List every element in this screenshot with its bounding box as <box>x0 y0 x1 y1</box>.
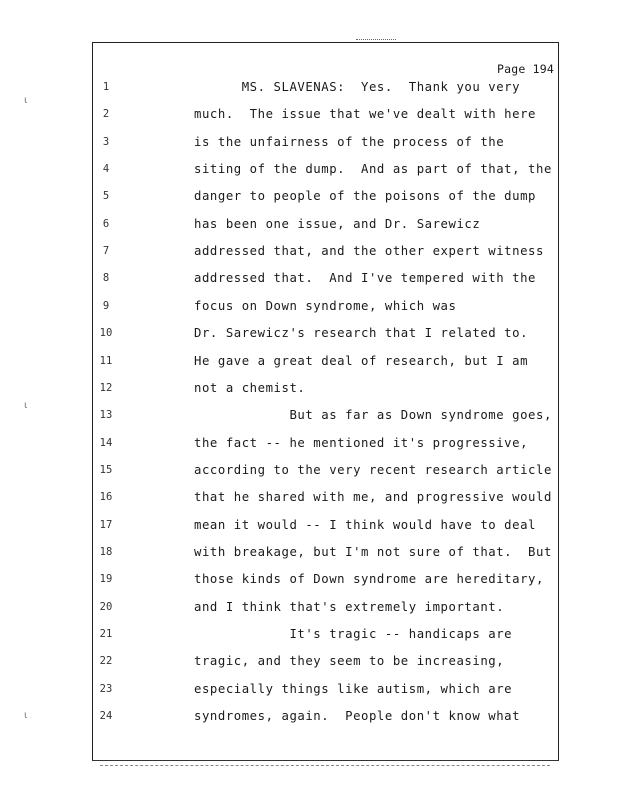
page-border-bottom <box>92 760 559 761</box>
transcript-line: especially things like autism, which are <box>194 681 513 696</box>
transcript-line: siting of the dump. And as part of that, the <box>194 162 552 177</box>
transcript-line: and I think that's extremely important. <box>194 599 505 614</box>
binder-hole-mark: ɩ <box>24 400 28 411</box>
line-number: 7 <box>102 245 110 258</box>
transcript-line: But as far as Down syndrome goes, <box>194 408 552 423</box>
transcript-line: He gave a great deal of research, but I am <box>194 353 529 368</box>
transcript-line: mean it would -- I think would have to deal <box>194 517 536 532</box>
transcript-line: tragic, and they seem to be increasing, <box>194 654 505 669</box>
transcript-line: addressed that. And I've tempered with the <box>194 271 536 286</box>
line-number: 11 <box>99 354 113 367</box>
transcript-line: It's tragic -- handicaps are <box>194 627 513 641</box>
line-number: 9 <box>102 299 110 312</box>
line-number: 19 <box>99 573 113 586</box>
line-number: 20 <box>99 600 113 613</box>
transcript-line: much. The issue that we've dealt with here <box>194 107 536 122</box>
transcript-line: according to the very recent research article <box>194 462 552 477</box>
line-number: 13 <box>99 409 113 422</box>
line-number: 21 <box>99 628 113 640</box>
transcript-line: addressed that, and the other expert witness <box>194 244 544 259</box>
transcript-line: not a chemist. <box>194 380 306 395</box>
line-number: 8 <box>102 272 110 285</box>
line-number: 1 <box>102 81 110 93</box>
line-number: 6 <box>102 217 110 230</box>
line-number: 24 <box>99 710 113 723</box>
line-number: 5 <box>102 190 110 203</box>
page-border-top <box>92 42 559 43</box>
binder-hole-mark: ɩ <box>24 95 28 106</box>
transcript-line: with breakage, but I'm not sure of that. But <box>194 544 552 559</box>
transcript-line: focus on Down syndrome, which was <box>194 298 457 313</box>
transcript-line: danger to people of the poisons of the dump <box>194 189 536 204</box>
scan-artifact-bottom <box>100 765 550 769</box>
line-number: 17 <box>99 518 113 531</box>
transcript-line: that he shared with me, and progressive would <box>194 490 552 505</box>
transcript-line: Dr. Sarewicz's research that I related to. <box>194 326 529 341</box>
page-number: Page 194 <box>497 62 554 76</box>
line-number: 15 <box>99 463 113 476</box>
transcript-line: syndromes, again. People don't know what <box>194 709 521 724</box>
line-number: 23 <box>99 682 113 695</box>
line-number: 3 <box>102 135 110 148</box>
transcript-line: has been one issue, and Dr. Sarewicz <box>194 216 481 231</box>
line-number: 2 <box>102 108 110 121</box>
line-number: 10 <box>99 327 113 340</box>
scan-artifact-top <box>356 39 396 42</box>
page-border-left <box>92 42 93 760</box>
transcript-line: those kinds of Down syndrome are hereditary, <box>194 572 544 587</box>
binder-hole-mark: ɩ <box>24 710 28 721</box>
line-number: 16 <box>99 491 113 504</box>
line-number: 4 <box>102 163 110 176</box>
transcript-line: is the unfairness of the process of the <box>194 134 505 149</box>
line-number: 18 <box>99 545 113 558</box>
page-border-right <box>558 42 559 760</box>
transcript-line: MS. SLAVENAS: Yes. Thank you very <box>194 80 521 94</box>
line-number: 22 <box>99 655 113 668</box>
line-number: 12 <box>99 381 113 394</box>
line-number: 14 <box>99 436 113 449</box>
transcript-line: the fact -- he mentioned it's progressive, <box>194 435 529 450</box>
